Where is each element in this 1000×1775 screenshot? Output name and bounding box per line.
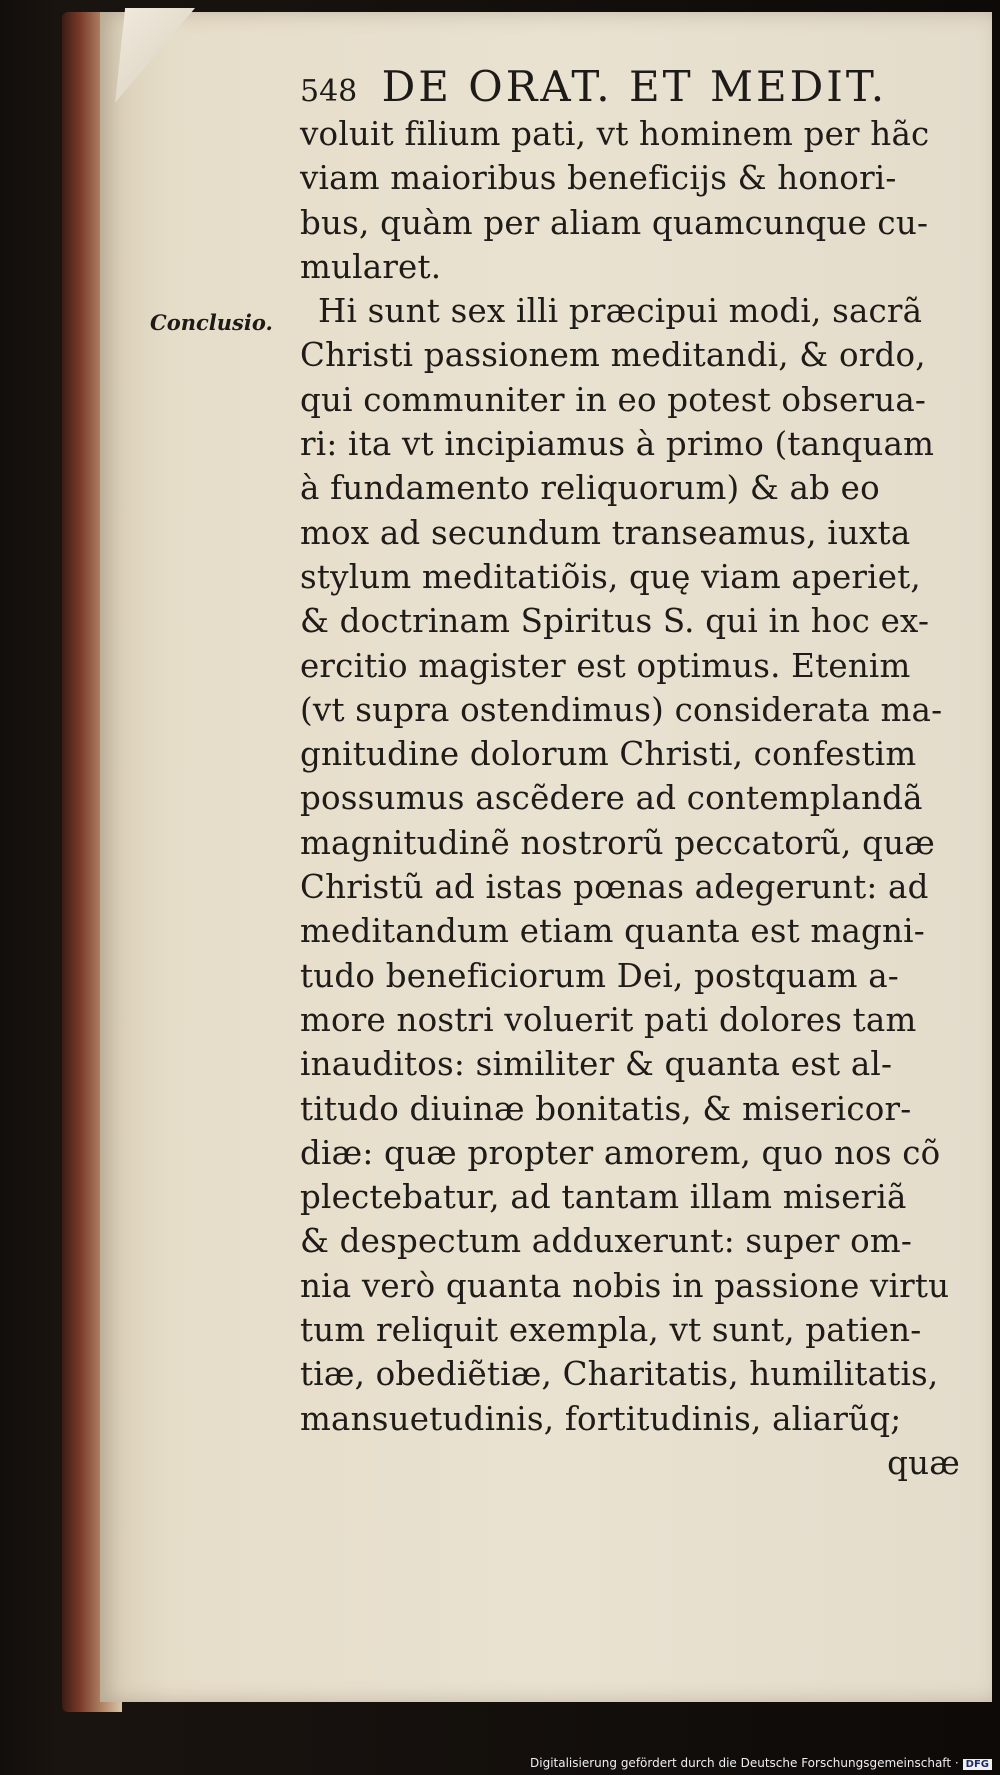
text-line: tiæ, obediẽtiæ, Charitatis, humilitatis, [300,1355,939,1394]
digitization-footer [0,1756,992,1770]
text-line: Hi sunt sex illi præcipui modi, sacrã [318,292,923,331]
text-line: bus, quàm per aliam quamcunque cu- [300,203,929,242]
text-line: Christi passionem meditandi, & ordo, [300,336,926,375]
text-line: qui communiter in eo potest obserua- [300,380,927,419]
text-line: meditandum etiam quanta est magni- [300,912,925,951]
text-line: & doctrinam Spiritus S. qui in hoc ex- [300,602,930,641]
text-line: more nostri voluerit pati dolores tam [300,1000,917,1039]
text-line: magnitudinẽ nostrorũ peccatorũ, quæ [300,823,936,862]
text-line: inauditos: similiter & quanta est al- [300,1045,893,1084]
running-title: DE ORAT. ET MEDIT. [381,62,888,111]
footer-text: Digitalisierung gefördert durch die Deutsche Forschungsgemeinschaft · [530,1756,959,1770]
text-line: nia verò quanta nobis in passione virtu [300,1266,950,1305]
text-line: & despectum adduxerunt: super om- [300,1222,913,1261]
text-line: tum reliquit exempla, vt sunt, patien- [300,1311,922,1350]
text-line: mox ad secundum transeamus, iuxta [300,513,911,552]
catchword: quæ [887,1443,960,1482]
text-line: ri: ita vt incipiamus à primo (tanquam [300,425,935,464]
dfg-logo-icon: DFG [963,1759,992,1770]
text-line: Christũ ad istas pœnas adegerunt: ad [300,868,929,907]
text-line: diæ: quæ propter amorem, quo nos cõ [300,1133,941,1172]
text-line: viam maioribus beneficijs & honori- [300,159,897,198]
running-head [300,62,940,111]
text-line: gnitudine dolorum Christi, confestim [300,735,917,774]
text-line: voluit filium pati, vt hominem per hãc [300,115,930,153]
text-line: titudo diuinæ bonitatis, & misericor- [300,1089,912,1128]
text-line: mularet. [300,247,442,286]
text-line: stylum meditatiõis, quę viam aperiet, [300,557,921,596]
page-number: 548 [300,74,358,109]
text-line: à fundamento reliquorum) & ab eo [300,469,880,508]
body-text [300,112,960,1485]
marginal-note: Conclusio. [150,310,273,335]
text-line: plectebatur, ad tantam illam miseriã [300,1178,907,1217]
text-line: tudo beneficiorum Dei, postquam a- [300,956,899,995]
text-line: mansuetudinis, fortitudinis, aliarũq; [300,1399,902,1438]
text-line: ercitio magister est optimus. Etenim [300,646,911,685]
text-line: (vt supra ostendimus) considerata ma- [300,690,943,729]
text-line: possumus ascẽdere ad contemplandã [300,779,923,818]
